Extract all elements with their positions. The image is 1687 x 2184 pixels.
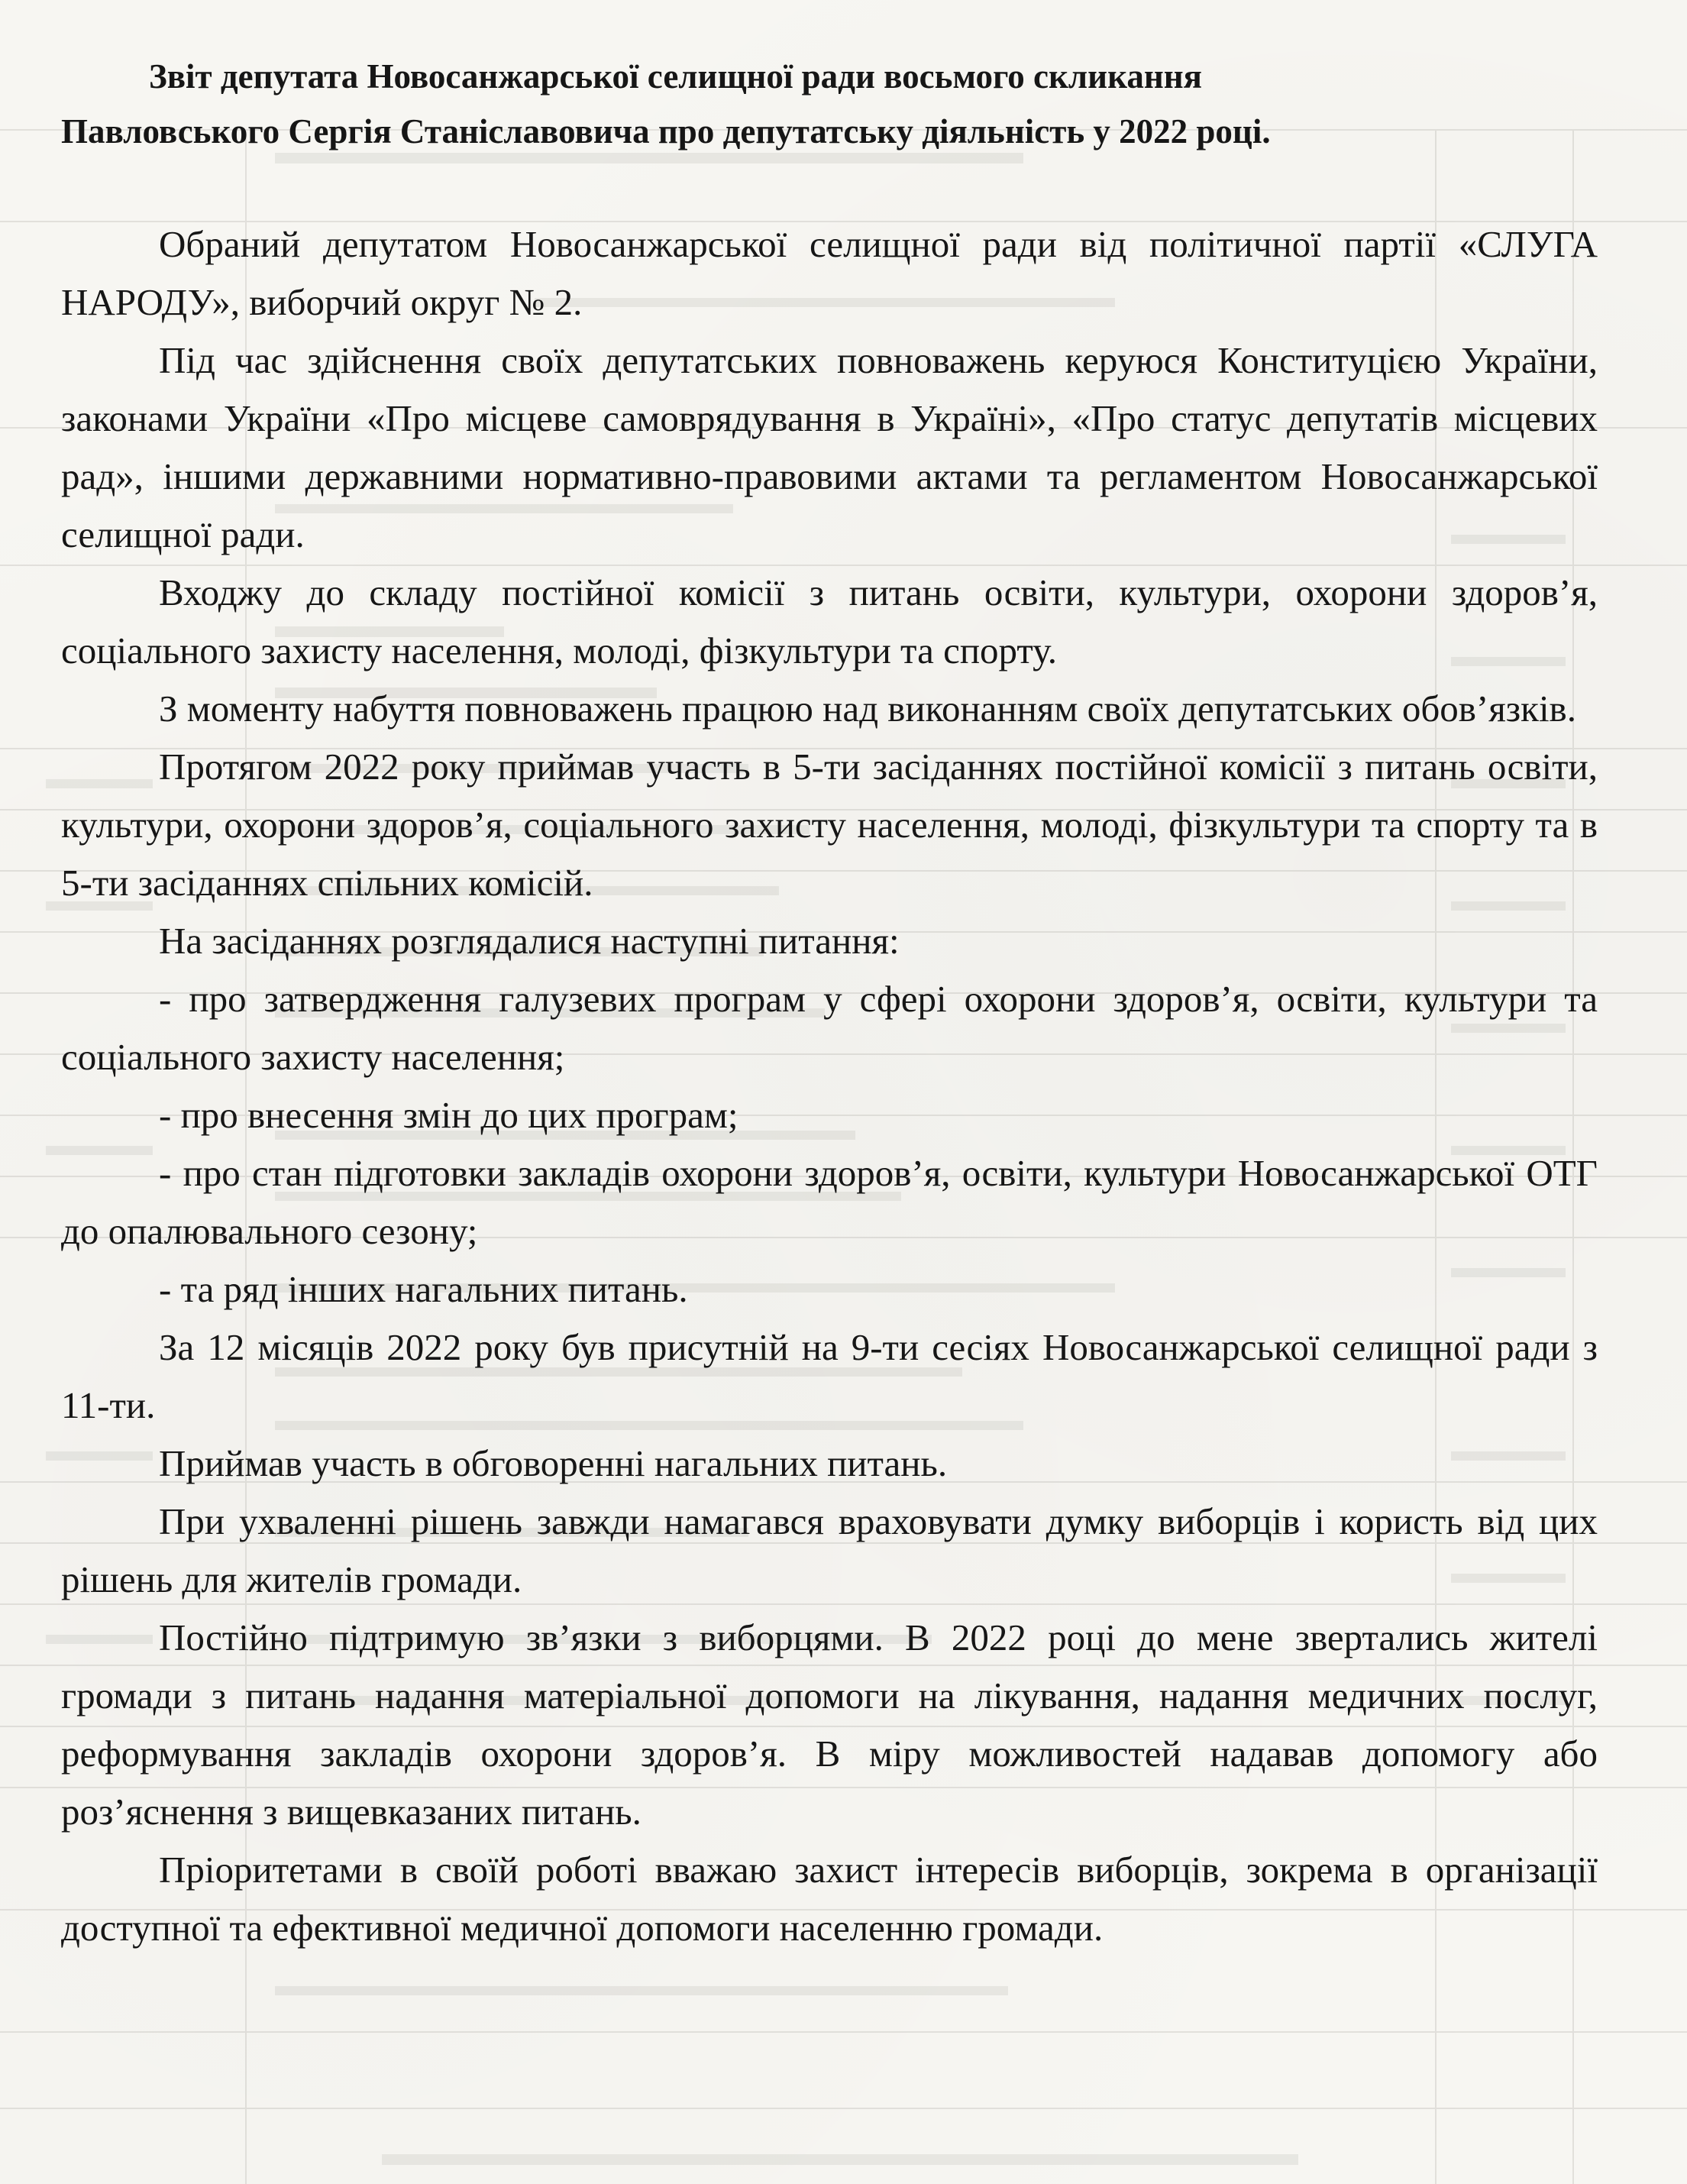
paragraph-legal-basis: Під час здійснення своїх депутатських повноважень керуюся Конституцією України, законами України «Про місцеве самоврядування в Україні», «Про статус депутатів місцевих рад», іншими державними нормативно-правовими актами та регламентом Новосанжарської селищної ради. <box>61 339 1598 555</box>
paragraph-voters-contact: Постійно підтримую зв’язки з виборцями. В 2022 році до мене звертались жителі громади з питань надання матеріальної допомоги на лікування, надання медичних послуг, реформування закладів охорони здоров’я. В міру можливостей надавав допомогу або роз’яснення з вищевказаних питань. <box>61 1616 1598 1833</box>
paragraph-agenda-intro: На засіданнях розглядалися наступні питання: <box>159 920 900 962</box>
list-item-programs: - про затвердження галузевих програм у сфері охорони здоров’я, освіти, культури та соціального захисту населення; <box>61 978 1598 1078</box>
paragraph-sessions: За 12 місяців 2022 року був присутній на 9-ти сесіях Новосанжарської селищної ради з 11-ти. <box>61 1326 1598 1426</box>
paragraph-priorities: Пріоритетами в своїй роботі вважаю захист інтересів виборців, зокрема в організації доступної та ефективної медичної допомоги населенню громади. <box>61 1849 1598 1949</box>
paragraph-commission-membership: Входжу до складу постійної комісії з питань освіти, культури, охорони здоров’я, соціального захисту населення, молоді, фізкультури та спорту. <box>61 571 1598 671</box>
report-title <box>61 49 1634 159</box>
paragraph-decisions: При ухваленні рішень завжди намагався враховувати думку виборців і користь від цих рішень для жителів громади. <box>61 1500 1598 1600</box>
paragraph-discussions: Приймав участь в обговоренні нагальних питань. <box>159 1442 948 1484</box>
paragraph-duties: З моменту набуття повноважень працюю над виконанням своїх депутатських обов’язків. <box>159 688 1576 730</box>
report-title-line-2: Павловського Сергія Станіславовича про депутатську діяльність у 2022 році. <box>61 112 1271 150</box>
paragraph-election: Обраний депутатом Новосанжарської селищної ради від політичної партії «СЛУГА НАРОДУ», виборчий округ № 2. <box>61 223 1598 323</box>
report-body <box>61 215 1598 1957</box>
paragraph-meetings: Протягом 2022 року приймав участь в 5-ти засіданнях постійної комісії з питань освіти, культури, охорони здоров’я, соціального захисту населення, молоді, фізкультури та спорту та в 5-ти засіданнях спільних комісій. <box>61 746 1598 904</box>
list-item-heating-season: - про стан підготовки закладів охорони здоров’я, освіти, культури Новосанжарської ОТГ до опалювального сезону; <box>61 1152 1598 1252</box>
report-title-line-1: Звіт депутата Новосанжарської селищної ради восьмого скликання <box>149 57 1203 95</box>
list-item-other: - та ряд інших нагальних питань. <box>159 1268 688 1310</box>
list-item-changes: - про внесення змін до цих програм; <box>159 1094 738 1136</box>
